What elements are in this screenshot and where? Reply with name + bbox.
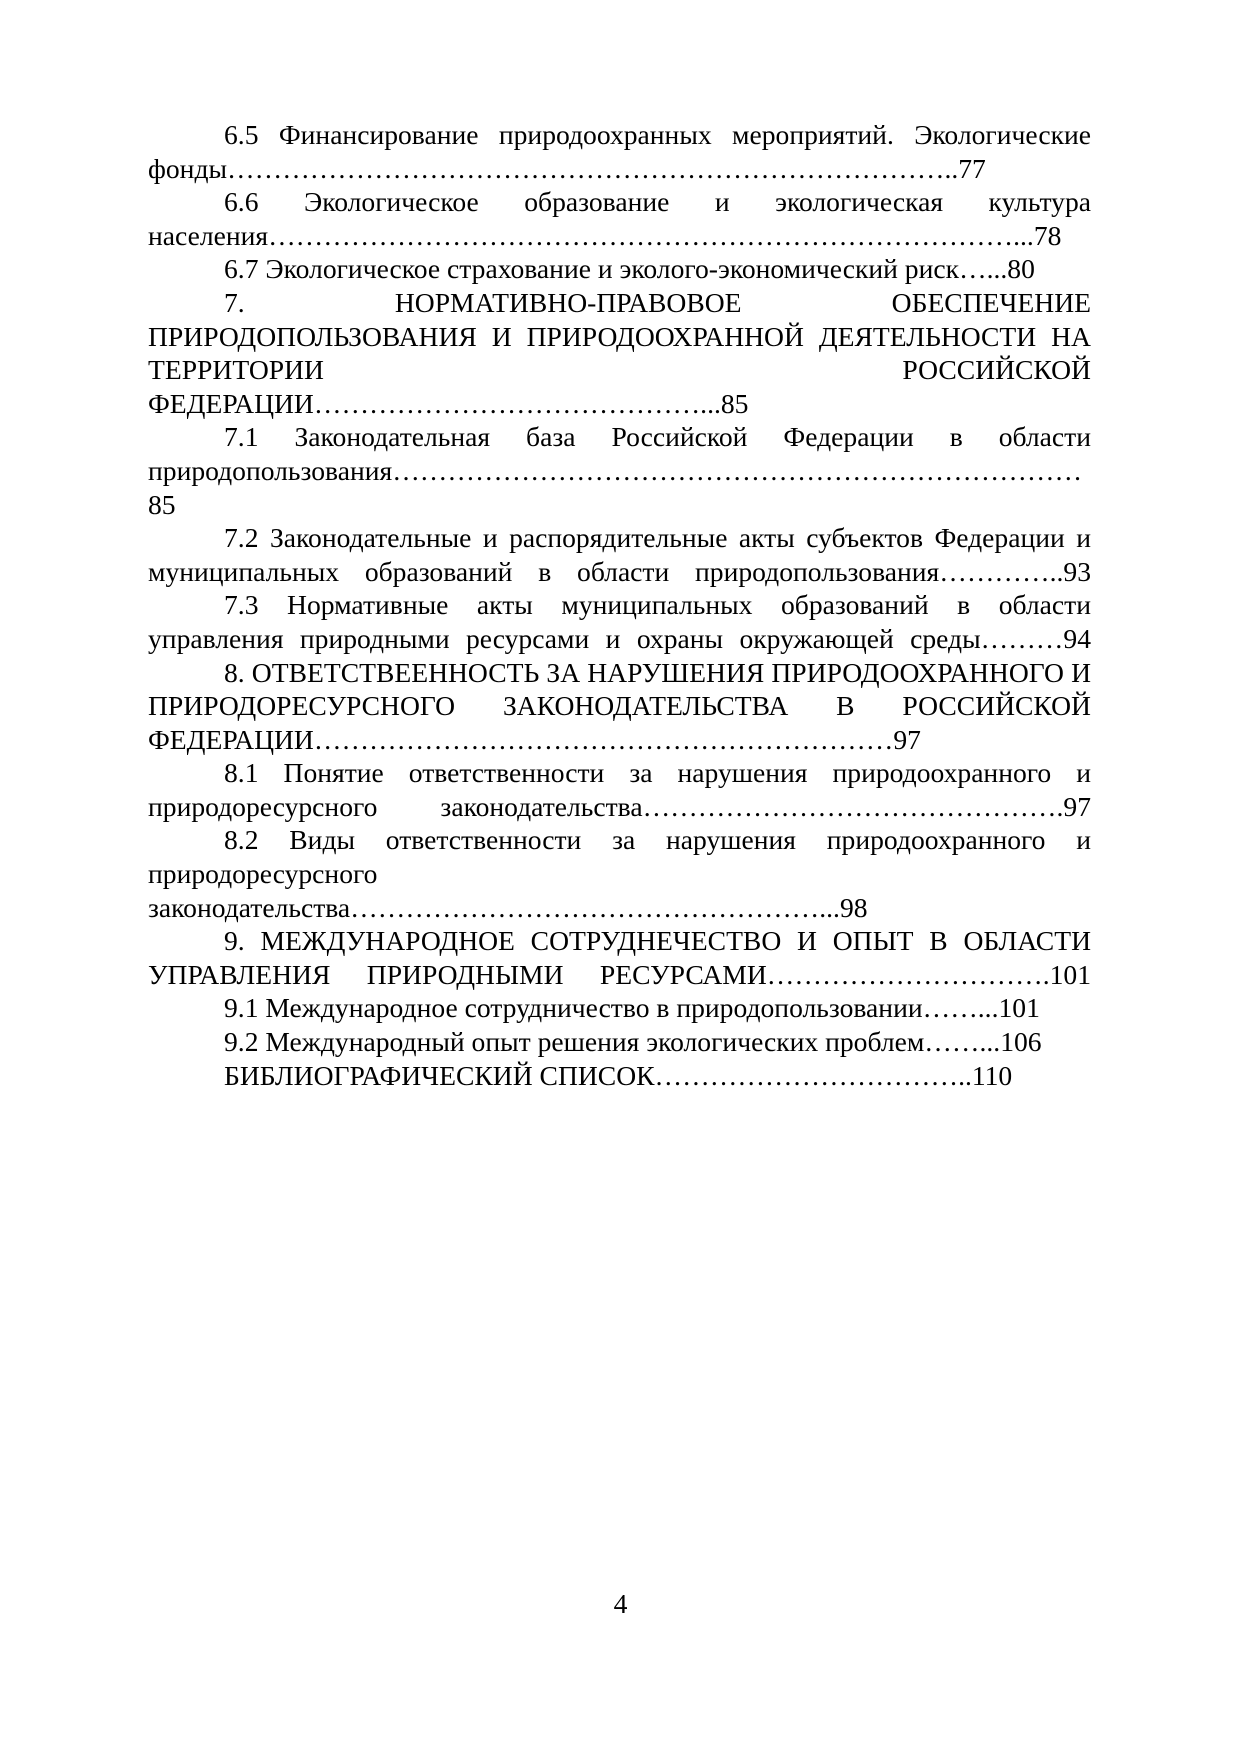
toc-entry-8[interactable]: 8. ОТВЕТСТВЕЕННОСТЬ ЗА НАРУШЕНИЯ ПРИРОДООХРАННОГО И ПРИРОДОРЕСУРСНОГО ЗАКОНОДАТЕЛЬСТВА В РОССИЙСКОЙ ФЕДЕРАЦИИ………………………………………………………97 [148,656,1091,755]
toc-entry-8-1[interactable]: 8.1 Понятие ответственности за нарушения природоохранного и природоресурсного законодательства……………………………………….97 [148,757,1091,822]
toc-entry-9-2[interactable]: 9.2 Международный опыт решения экологических проблем……...106 [224,1026,1042,1058]
toc-entry-7[interactable]: 7. НОРМАТИВНО-ПРАВОВОЕ ОБЕСПЕЧЕНИЕ ПРИРОДОПОЛЬЗОВАНИЯ И ПРИРОДООХРАННОЙ ДЕЯТЕЛЬНОСТИ НА ТЕРРИТОРИИ РОССИЙСКОЙ ФЕДЕРАЦИИ……………………………………...85 [148,286,1091,419]
toc-entry-6-7[interactable]: 6.7 Экологическое страхование и эколого-экономический риск…...80 [224,253,1035,285]
toc-entry-7-1[interactable]: 7.1 Законодательная база Российской Федерации в области природопользования…………………………………………………………………85 [148,421,1091,520]
toc-entry-7-2[interactable]: 7.2 Законодательные и распорядительные акты субъектов Федерации и муниципальных образований в области природопользования…………..93 [148,522,1091,587]
page-number: 4 [613,1588,628,1619]
toc-entry-7-3[interactable]: 7.3 Нормативные акты муниципальных образований в области управления природными ресурсами и охраны окружающей среды………94 [148,589,1091,654]
toc-entry-9-1[interactable]: 9.1 Международное сотрудничество в природопользовании……...101 [224,992,1040,1024]
toc-entry-8-2[interactable]: 8.2 Виды ответственности за нарушения природоохранного и природоресурсного законодательства……………………………………………...98 [148,824,1091,923]
toc-entry-6-5[interactable]: 6.5 Финансирование природоохранных мероприятий. Экологические фонды……………………………………………………………………..77 [148,119,1091,184]
toc-entry-6-6[interactable]: 6.6 Экологическое образование и экологическая культура населения………………………………………………………………………...78 [148,186,1091,251]
toc-entry-9[interactable]: 9. МЕЖДУНАРОДНОЕ СОТРУДНЕЧЕСТВО И ОПЫТ В ОБЛАСТИ УПРАВЛЕНИЯ ПРИРОДНЫМИ РЕСУРСАМИ………………………….101 [148,925,1091,990]
table-of-contents [148,118,1091,1092]
toc-entry-bibliography[interactable]: БИБЛИОГРАФИЧЕСКИЙ СПИСОК……………………………..110 [224,1059,1013,1091]
